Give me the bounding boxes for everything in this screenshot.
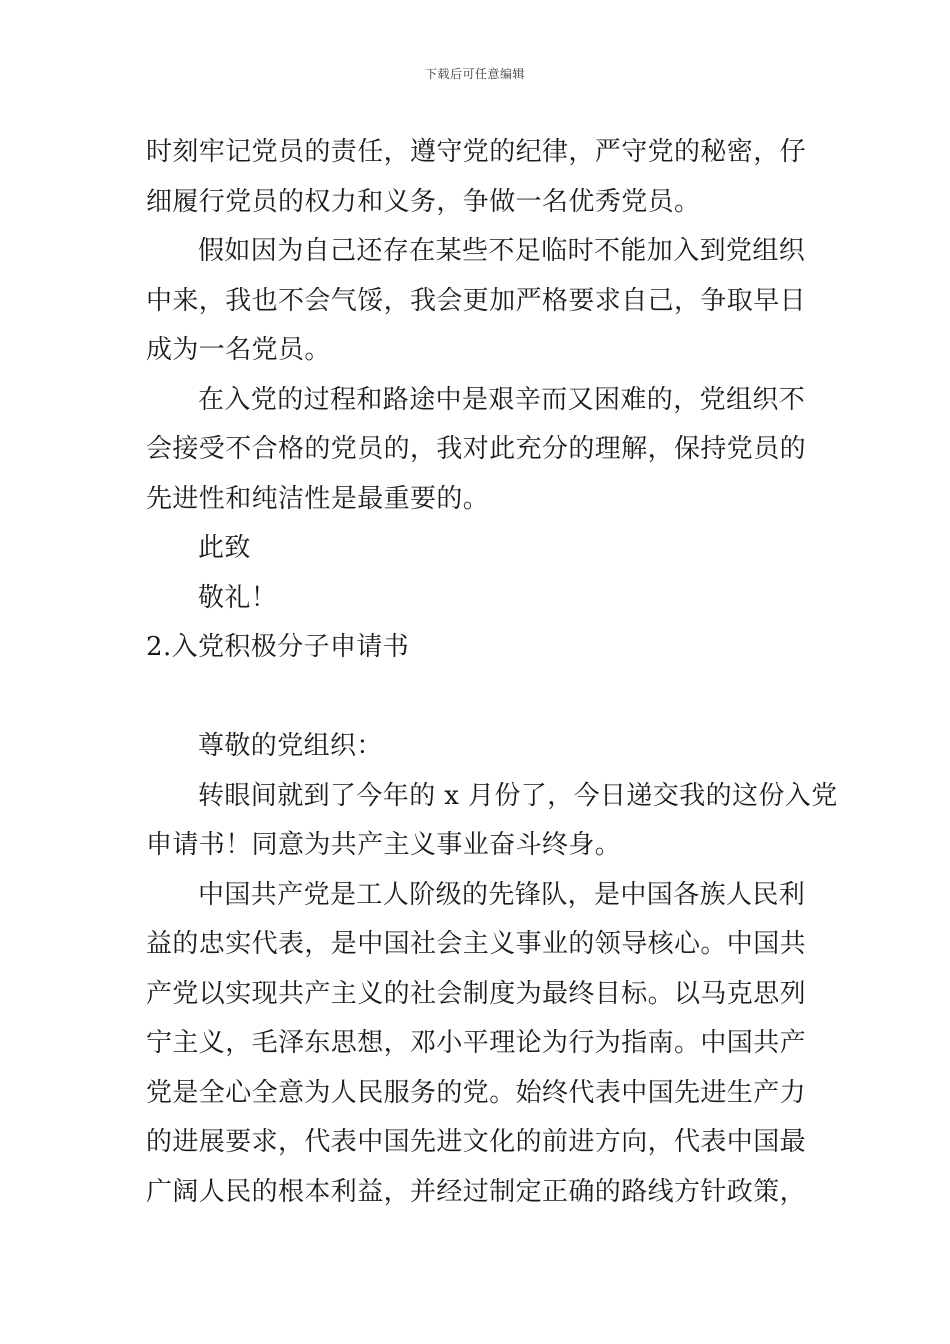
paragraph-4 — [146, 772, 838, 871]
text-line: 在入党的过程和路途中是艰辛而又困难的，党组织不 — [198, 384, 806, 415]
blank-line — [146, 673, 812, 723]
paragraph-5 — [146, 871, 812, 1218]
text-line: 会接受不合格的党员的，我对此充分的理解，保持党员的 — [146, 434, 807, 464]
text-line: 时刻牢记党员的责任，遵守党的纪律，严守党的秘密，仔 — [146, 137, 807, 167]
page-header: 下载后可任意编辑 — [424, 67, 525, 81]
text-line: 中来，我也不会气馁，我会更加严格要求自己，争取早日 — [146, 285, 807, 316]
closing-salute: 此致 — [198, 533, 251, 563]
section-heading: 2.入党积极分子申请书 — [146, 632, 410, 662]
text-line: 的进展要求，代表中国先进文化的前进方向，代表中国最 — [146, 1127, 807, 1157]
closing-regards: 敬礼！ — [198, 582, 278, 613]
text-line: 中国共产党是工人阶级的先锋队，是中国各族人民利 — [198, 879, 806, 910]
paragraph-1 — [146, 128, 812, 227]
text-line: 宁主义，毛泽东思想，邓小平理论为行为指南。中国共产 — [146, 1028, 807, 1058]
text-line: 党是全心全意为人民服务的党。始终代表中国先进生产力 — [146, 1077, 807, 1108]
text-line: 细履行党员的权力和义务，争做一名优秀党员。 — [146, 186, 701, 217]
paragraph-3 — [146, 376, 812, 525]
text-line: 先进性和纯洁性是最重要的。 — [146, 483, 490, 514]
document-body — [146, 128, 838, 1217]
text-line: 益的忠实代表，是中国社会主义事业的领导核心。中国共 — [146, 929, 807, 959]
text-line: 广阔人民的根本利益，并经过制定正确的路线方针政策， — [146, 1176, 807, 1207]
paragraph-2 — [146, 227, 812, 376]
text-line: 产党以实现共产主义的社会制度为最终目标。以马克思列 — [146, 978, 807, 1009]
text-line: 假如因为自己还存在某些不足临时不能加入到党组织 — [198, 236, 806, 266]
text-line: 申请书！同意为共产主义事业奋斗终身。 — [146, 830, 622, 860]
salutation: 尊敬的党组织： — [198, 731, 383, 761]
text-line: 转眼间就到了今年的 x 月份了，今日递交我的这份入党 — [198, 780, 838, 811]
text-line: 成为一名党员。 — [146, 335, 331, 365]
